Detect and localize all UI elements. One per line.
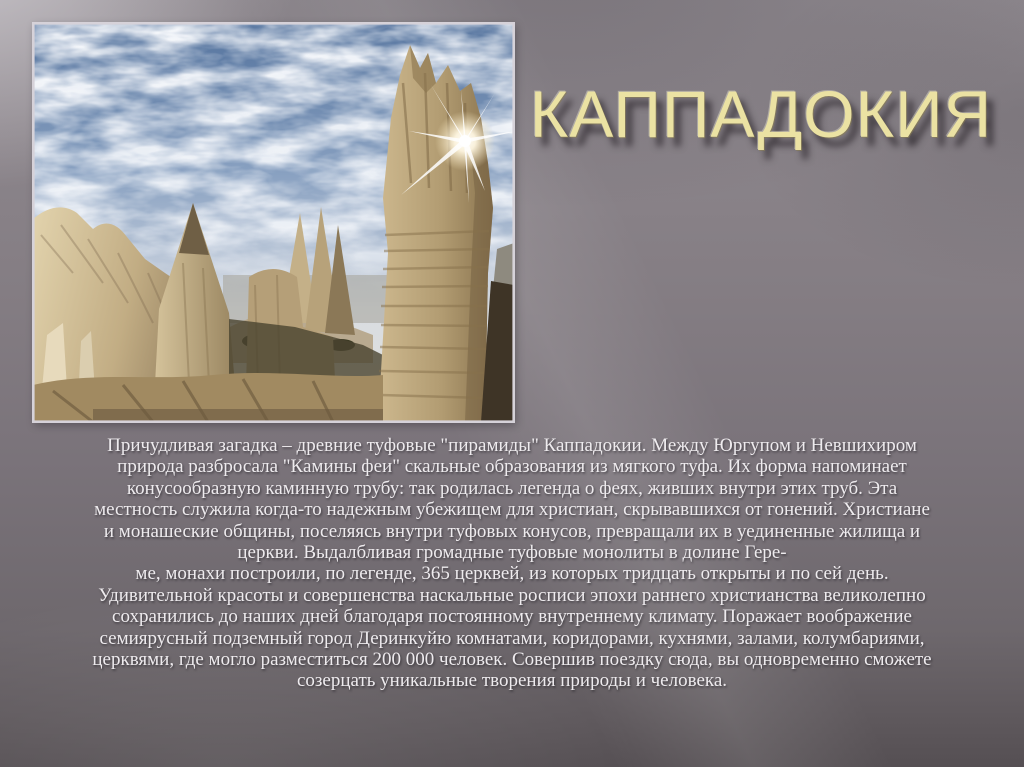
cappadocia-photo-art xyxy=(33,23,514,422)
body-line: ме, монахи построили, по легенде, 365 церквей, из которых тридцать открыты и по сей день. xyxy=(135,563,889,585)
body-line: сохранились до наших дней благодаря постоянному внутреннему климату. Поражает воображение xyxy=(112,606,912,628)
slide-body-text xyxy=(18,435,1006,692)
body-line: конусообразную каминную трубу: так родилась легенда о феях, живших внутри этих труб. Эта xyxy=(126,477,898,499)
body-line: Причудливая загадка – древние туфовые "пирамиды" Каппадокии. Между Юргупом и Невшихиром xyxy=(107,435,917,456)
photo-main-pillar xyxy=(378,45,493,422)
body-line: церквями, где могло разместиться 200 000 человек. Совершив поездку сюда, вы одновременно сможете xyxy=(92,649,932,671)
slide-title: КАППАДОКИЯ xyxy=(529,77,993,151)
body-line: природа разбросала "Камины феи" скальные образования из мягкого туфа. Их форма напоминает xyxy=(117,456,907,478)
body-line: местность служила когда-то надежным убежищем для христиан, скрывавшихся от гонений. Христиане xyxy=(94,499,930,521)
body-line: и монашеские общины, поселяясь внутри туфовых конусов, превращали их в уединенные жилища и xyxy=(103,520,921,542)
cappadocia-photo xyxy=(33,23,514,422)
body-line: созерцать уникальные творения природы и человека. xyxy=(296,670,728,692)
body-line: Удивительной красоты и совершенства наскальные росписи эпохи раннего христианства великолепно xyxy=(98,584,926,606)
body-line: семиярусный подземный город Деринкуйю комнатами, коридорами, кухнями, залами, колумбариями, xyxy=(99,627,925,649)
body-line: церкви. Выдалбливая громадные туфовые монолиты в долине Гере- xyxy=(237,542,787,564)
photo-foreground-rocks xyxy=(33,373,383,422)
